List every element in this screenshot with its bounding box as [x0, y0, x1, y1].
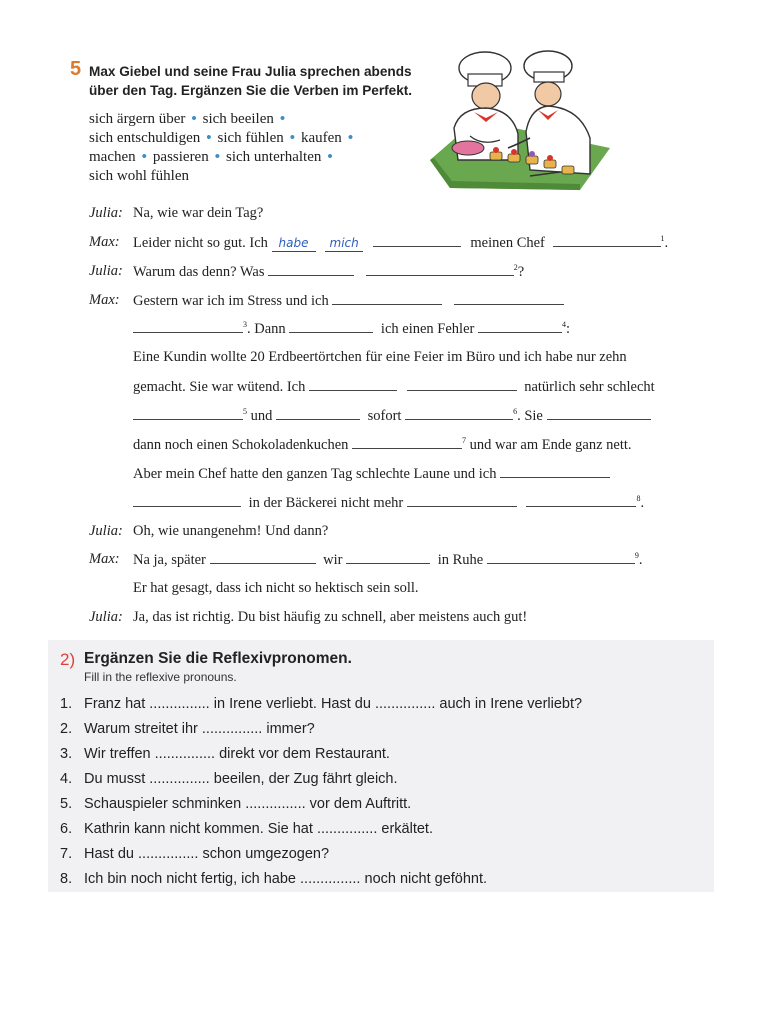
dialogue-text: . Sie	[517, 408, 543, 424]
verb: sich ärgern über	[89, 111, 186, 127]
footnote-number: 2	[513, 263, 518, 273]
item-text: Wir treffen	[84, 746, 151, 762]
dialogue-line-4	[133, 292, 564, 310]
answer-blank[interactable]	[133, 320, 243, 333]
answer-blank[interactable]	[373, 234, 461, 247]
answer-blank-filled[interactable]: mich	[325, 237, 363, 252]
speaker-max: Max:	[89, 234, 120, 250]
dialogue-line-6	[133, 349, 627, 366]
item-number: 4.	[60, 771, 73, 787]
answer-blank[interactable]	[553, 234, 661, 247]
item-text: vor dem Auftritt.	[309, 796, 412, 812]
footnote-number: 4	[561, 320, 566, 330]
dialogue-text: wir	[323, 552, 343, 568]
item-text: Kathrin kann nicht kommen. Sie hat	[84, 821, 313, 837]
verb: sich unterhalten	[225, 149, 322, 165]
item-number: 8.	[60, 871, 73, 887]
verb: sich beeilen	[202, 111, 274, 127]
dialogue-text: Gestern war ich im Stress und ich	[133, 293, 329, 309]
dialogue-line-3: Warum das denn? Was $^2$?	[133, 263, 525, 280]
exercise-item	[60, 846, 329, 862]
exercise-item	[60, 746, 390, 762]
answer-blank[interactable]	[289, 320, 373, 333]
exercise-5-title	[89, 62, 419, 100]
dialogue-text: Leider nicht so gut. Ich	[133, 235, 268, 251]
item-text: immer?	[266, 721, 315, 737]
bullet-icon: •	[327, 149, 333, 165]
dialogue-line-2: Leider nicht so gut. Ich habe mich meinen Chef $^1$.	[133, 234, 669, 251]
bowl-shape	[452, 141, 484, 155]
answer-blank[interactable]	[210, 551, 316, 564]
footnote-number: 1	[660, 234, 665, 244]
item-text: direkt vor dem Restaurant.	[219, 746, 390, 762]
item-text: erkältet.	[381, 821, 433, 837]
footnote-number: 6	[513, 407, 518, 417]
answer-blank[interactable]	[547, 407, 651, 420]
speaker-julia: Julia:	[89, 263, 123, 279]
answer-blank[interactable]	[309, 378, 397, 391]
chefs-illustration	[430, 48, 610, 190]
answer-blank-filled[interactable]: habe	[272, 237, 316, 252]
verb-list-line-4	[89, 167, 189, 186]
dialogue-text: Er hat gesagt, dass ich nicht so hektisch sein soll.	[133, 580, 419, 596]
answer-blank[interactable]: ...............	[201, 721, 263, 737]
dialogue-text: natürlich sehr schlecht	[524, 379, 655, 395]
footnote-number: 9	[634, 551, 639, 561]
item-number: 2.	[60, 721, 73, 737]
dialogue-line-1	[133, 205, 263, 222]
dialogue-text: Ja, das ist richtig. Du bist häufig zu schnell, aber meistens auch gut!	[133, 609, 528, 625]
answer-blank[interactable]: ...............	[300, 871, 361, 887]
answer-blank[interactable]	[276, 407, 360, 420]
dialogue-line-12	[133, 523, 328, 540]
bullet-icon: •	[191, 111, 197, 127]
exercise-item	[60, 771, 398, 787]
dialogue-text: Na ja, später	[133, 552, 206, 568]
dialogue-line-5: $^3$. Dann ich einen Fehler $^4$:	[133, 320, 570, 338]
exercise-2-title: Ergänzen Sie die Reflexivpronomen.	[84, 650, 352, 667]
answer-blank[interactable]	[487, 551, 635, 564]
dialogue-text: Oh, wie unangenehm! Und dann?	[133, 523, 329, 539]
bullet-icon: •	[279, 111, 286, 127]
dialogue-text: sofort	[367, 408, 402, 424]
verb-list-line-3	[89, 148, 339, 167]
answer-blank[interactable]	[407, 494, 517, 507]
dialogue-text: in Ruhe	[437, 552, 484, 568]
verb: sich wohl fühlen	[89, 168, 189, 184]
speaker-julia: Julia:	[89, 205, 123, 221]
item-text: auch in Irene verliebt?	[439, 696, 583, 712]
footnote-number: 7	[462, 436, 467, 446]
bullet-icon: •	[141, 149, 147, 165]
footnote-number: 5	[243, 407, 247, 417]
answer-blank[interactable]: ...............	[374, 696, 436, 712]
item-number: 3.	[60, 746, 73, 762]
dialogue-line-15	[133, 609, 527, 626]
dialogue-line-14	[133, 580, 419, 597]
answer-blank[interactable]	[500, 465, 610, 478]
item-text: Du musst	[84, 771, 146, 787]
verb: passieren	[152, 149, 209, 165]
answer-blank[interactable]	[526, 494, 636, 507]
answer-blank[interactable]	[332, 292, 442, 305]
item-number: 6.	[60, 821, 73, 837]
dialogue-text: dann noch einen Schokoladenkuchen	[133, 437, 349, 453]
dialogue-text: Warum das denn? Was	[133, 264, 265, 280]
bullet-icon: •	[347, 130, 354, 146]
exercise-item	[60, 721, 315, 737]
answer-blank[interactable]	[366, 263, 514, 276]
bullet-icon: •	[206, 130, 212, 146]
exercise-item	[60, 796, 411, 812]
item-text: beeilen, der Zug fährt gleich.	[213, 771, 398, 787]
speaker-julia: Julia:	[89, 609, 123, 625]
answer-blank[interactable]	[454, 292, 564, 305]
dialogue-text: . Dann	[247, 321, 286, 337]
title-line-2: über den Tag. Ergänzen Sie die Verben im Perfekt.	[89, 83, 413, 98]
dialogue-text: und	[250, 408, 273, 424]
dialogue-text: gemacht. Sie war wütend. Ich	[133, 379, 306, 395]
exercise-item	[60, 871, 487, 887]
verb-list-line-2	[89, 129, 359, 148]
dialogue-line-7	[133, 378, 655, 396]
item-text: schon umgezogen?	[202, 846, 330, 862]
footnote-number: 3	[243, 320, 247, 330]
answer-blank[interactable]	[133, 494, 241, 507]
exercise-2-number: 2)	[60, 650, 76, 669]
speaker-max: Max:	[89, 292, 120, 308]
dialogue-line-11: in der Bäckerei nicht mehr $^8$.	[133, 494, 644, 512]
dialogue-line-8	[133, 407, 651, 425]
dialogue-text: meinen Chef	[470, 235, 545, 251]
verb: sich entschuldigen	[89, 130, 201, 146]
answer-blank[interactable]: ...............	[316, 821, 378, 837]
item-number: 1.	[60, 696, 73, 712]
answer-blank[interactable]: ...............	[154, 746, 216, 762]
answer-blank[interactable]	[268, 263, 354, 276]
speaker-max: Max:	[89, 551, 120, 567]
footnote-number: 8	[636, 494, 641, 504]
verb: sich fühlen	[217, 130, 284, 146]
exercise-2-subtitle: Fill in the reflexive pronouns.	[84, 670, 237, 684]
dialogue-text: in der Bäckerei nicht mehr	[248, 495, 404, 511]
dialogue-text: ich einen Fehler	[380, 321, 475, 337]
answer-blank[interactable]	[405, 407, 513, 420]
verb: machen	[89, 149, 136, 165]
item-text: in Irene verliebt. Hast du	[213, 696, 371, 712]
dialogue-text: Na, wie war dein Tag?	[133, 205, 264, 221]
title-line-1: Max Giebel und seine Frau Julia sprechen abends	[89, 64, 412, 79]
verb-list-line-1	[89, 110, 291, 129]
dialogue-text: Eine Kundin wollte 20 Erdbeertörtchen für eine Feier im Büro und ich habe nur zehn	[133, 349, 627, 365]
exercise-5-number: 5	[70, 58, 82, 80]
item-number: 7.	[60, 846, 73, 862]
exercise-item	[60, 821, 433, 837]
dialogue-line-10	[133, 465, 610, 483]
answer-blank[interactable]: ...............	[245, 796, 306, 812]
answer-blank[interactable]	[346, 551, 430, 564]
item-text: noch nicht geföhnt.	[364, 871, 488, 887]
dialogue-text: Aber mein Chef hatte den ganzen Tag schlechte Laune und ich	[133, 466, 497, 482]
answer-blank[interactable]	[133, 407, 243, 420]
dialogue-line-13: Na ja, später wir in Ruhe $^9$.	[133, 551, 643, 568]
item-text: Hast du	[84, 846, 134, 862]
dialogue-text: und war am Ende ganz nett.	[469, 437, 632, 453]
answer-blank[interactable]: ...............	[138, 846, 199, 862]
answer-blank[interactable]	[478, 320, 562, 333]
answer-blank[interactable]	[407, 378, 517, 391]
item-text: Schauspieler schminken	[84, 796, 242, 812]
item-number: 5.	[60, 796, 73, 812]
answer-blank[interactable]: ...............	[149, 771, 210, 787]
speaker-julia: Julia:	[89, 523, 123, 539]
bullet-icon: •	[214, 149, 220, 165]
exercise-item	[60, 696, 582, 712]
answer-blank[interactable]	[352, 436, 462, 449]
dialogue-line-9	[133, 436, 632, 454]
item-text: Warum streitet ihr	[84, 721, 198, 737]
item-text: Ich bin noch nicht fertig, ich habe	[84, 871, 296, 887]
verb: kaufen	[301, 130, 342, 146]
answer-blank[interactable]: ...............	[149, 696, 210, 712]
bullet-icon: •	[289, 130, 295, 146]
item-text: Franz hat	[84, 696, 146, 712]
